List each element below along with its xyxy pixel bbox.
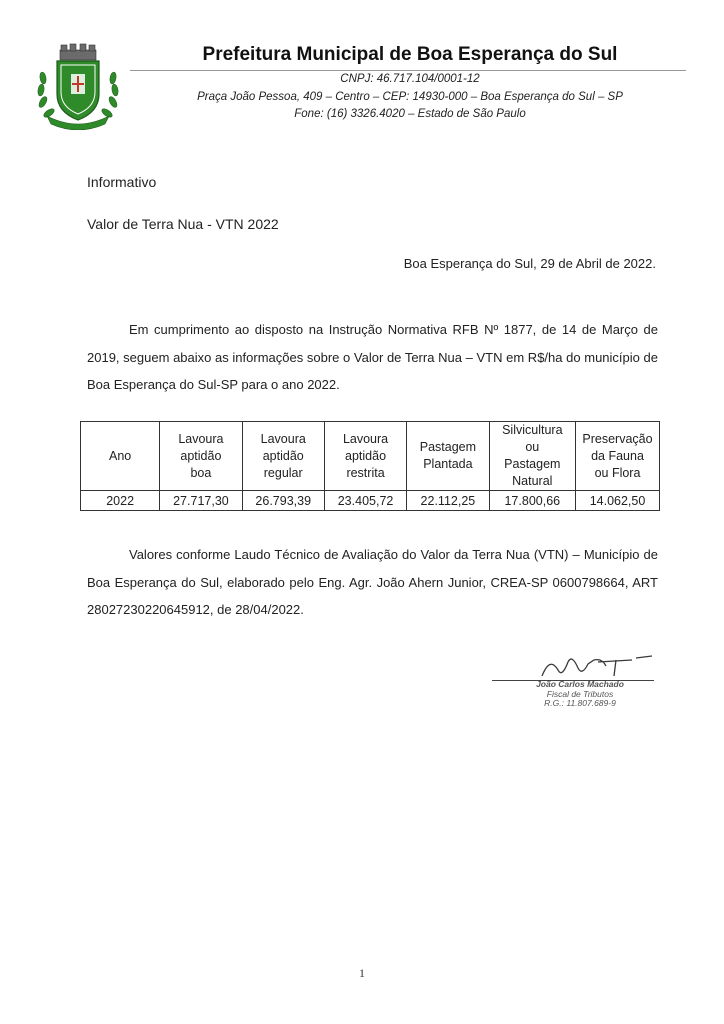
header-pastagem-plantada xyxy=(407,422,489,491)
header-line: Lavoura xyxy=(342,431,389,446)
page-number: 1 xyxy=(359,966,365,980)
header-line: Lavoura xyxy=(178,431,224,446)
header-line: Lavoura xyxy=(260,431,306,446)
coat-of-arms-logo xyxy=(33,42,123,130)
cell-ano: 2022 xyxy=(81,491,160,511)
header-line: Ano xyxy=(109,448,132,463)
closing-paragraph: Valores conforme Laudo Técnico de Avaliação do Valor da Terra Nua (VTN) – Município de Boa Esperança do Sul, elaborado pelo Eng. Agr. João Ahern Junior, CREA-SP 0600798664, ART 28027230220645912, de 28/04/2022. xyxy=(87,547,658,617)
cell-lavoura-regular: 26.793,39 xyxy=(242,491,324,511)
handwritten-signature xyxy=(532,652,662,682)
document-subject: Valor de Terra Nua - VTN 2022 xyxy=(87,216,279,232)
cell-lavoura-restrita: 23.405,72 xyxy=(324,491,406,511)
header-line: da Fauna xyxy=(591,448,644,463)
vtn-table xyxy=(80,421,660,511)
signer-name: João Carlos Machado xyxy=(536,679,624,689)
signer-rg: R.G.: 11.807.689-9 xyxy=(544,698,616,708)
header-line: aptidão xyxy=(345,448,387,463)
signer-role: Fiscal de Tributos xyxy=(546,689,614,699)
header-lavoura-boa xyxy=(160,422,242,491)
header-lavoura-regular xyxy=(242,422,324,491)
header-line: Pastagem xyxy=(504,457,561,471)
header-line: boa xyxy=(190,465,212,480)
header-lavoura-restrita xyxy=(324,422,406,491)
header-line: ou xyxy=(525,440,540,454)
cell-silvicultura: 17.800,66 xyxy=(489,491,575,511)
header-line: Preservação xyxy=(582,431,653,446)
header-ano xyxy=(81,422,160,491)
header-preservacao xyxy=(576,422,660,491)
header-line: aptidão xyxy=(262,448,304,463)
cell-lavoura-boa: 27.717,30 xyxy=(160,491,242,511)
document-date: Boa Esperança do Sul, 29 de Abril de 2022. xyxy=(403,256,656,271)
document-label: Informativo xyxy=(87,174,157,190)
header-line: restrita xyxy=(346,465,385,480)
header-cnpj: CNPJ: 46.717.104/0001-12 xyxy=(340,73,480,85)
prefeitura-title: Prefeitura Municipal de Boa Esperança do Sul xyxy=(202,44,618,65)
header-address: Praça João Pessoa, 409 – Centro – CEP: 14930-000 – Boa Esperança do Sul – SP xyxy=(197,91,623,103)
header-line: regular xyxy=(263,465,303,480)
intro-paragraph: Em cumprimento ao disposto na Instrução Normativa RFB Nº 1877, de 14 de Março de 2019, seguem abaixo as informações sobre o Valor de Terra Nua – VTN em R$/ha do município de Boa Esperança do Sul-SP para o ano 2022. xyxy=(87,322,658,392)
header-line: Natural xyxy=(512,474,553,488)
signature-block xyxy=(492,652,662,712)
header-line: Pastagem xyxy=(419,440,477,454)
cell-pastagem-plantada: 22.112,25 xyxy=(407,491,489,511)
header-line: Silvicultura xyxy=(502,423,563,437)
table-header-row xyxy=(81,422,660,491)
header-line: ou Flora xyxy=(594,465,641,480)
header-line: aptidão xyxy=(180,448,222,463)
header-divider xyxy=(130,70,686,71)
header-phone: Fone: (16) 3326.4020 – Estado de São Paulo xyxy=(294,108,526,120)
header-silvicultura xyxy=(489,422,575,491)
cell-preservacao: 14.062,50 xyxy=(576,491,660,511)
table-row xyxy=(81,491,660,511)
header-line: Plantada xyxy=(423,457,473,471)
